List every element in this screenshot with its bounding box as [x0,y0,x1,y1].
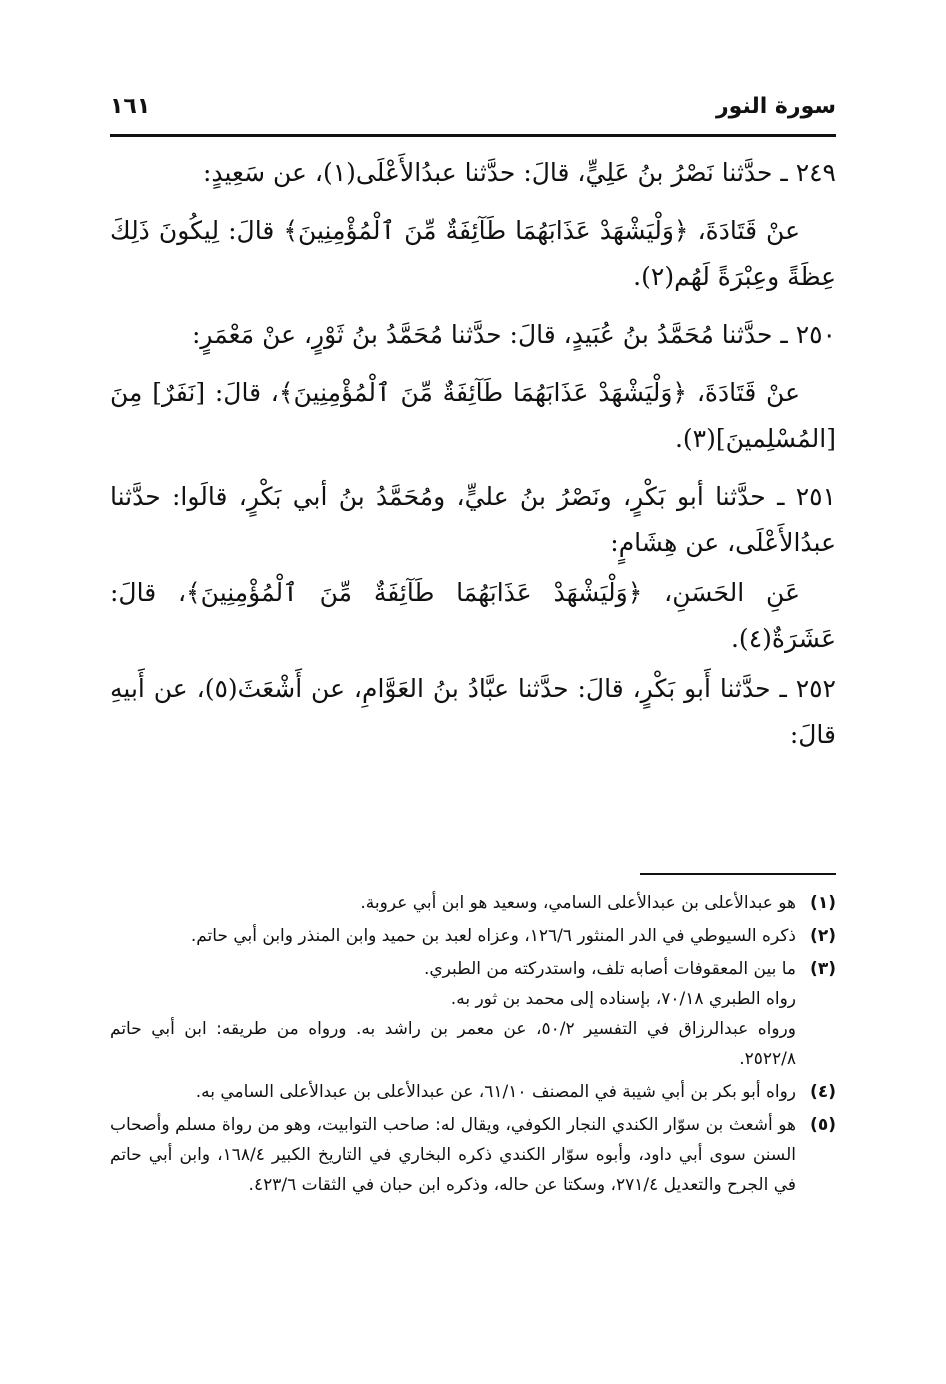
footnote-marker: (٥) [810,1115,836,1135]
hadith-249-isnad: ٢٤٩ ـ حدَّثنا نَصْرُ بنُ عَلِيٍّ، قالَ: حدَّثنا عبدُالأَعْلَى(١)، عن سَعِيدٍ: [202,158,836,187]
surah-title: سورة النور [716,93,836,119]
footnote-text: ورواه عبدالرزاق في التفسير ٥٠/٢، عن معمر بن راشد به. ورواه من طريقه: ابن أبي حاتم ٢٥٢٢/٨. [110,1019,796,1069]
footnote-4 [110,1077,836,1107]
footnotes [110,888,836,1203]
footnote-text: رواه أبو بكر بن أبي شيبة في المصنف ٦١/١٠، عن عبدالأعلى بن عبدالأعلى السامي به. [195,1082,796,1102]
header-rule [110,134,836,137]
hadith-250-isnad: ٢٥٠ ـ حدَّثنا مُحَمَّدُ بنُ عُبَيدٍ، قالَ: حدَّثنا مُحَمَّدُ بنُ ثَوْرٍ، عنْ مَعْمَرٍ: [192,320,836,349]
page-number: ١٦١ [110,93,151,119]
footnote-marker: (١) [810,893,836,913]
footnote-5 [110,1110,836,1200]
footnote-rule [640,873,836,875]
footnote-text: هو عبدالأعلى بن عبدالأعلى السامي، وسعيد هو ابن أبي عروبة. [360,893,796,913]
running-head [110,88,836,124]
hadith-252-isnad: ٢٥٢ ـ حدَّثنا أَبو بَكْرٍ، قالَ: حدَّثنا عبَّادُ بنُ العَوَّامِ، عن أَشْعَثَ(٥)، عن أَبيهِ قالَ: [110,674,836,749]
footnote-marker: (٣) [810,959,836,979]
hadith-251-isnad: ٢٥١ ـ حدَّثنا أبو بَكْرٍ، ونَصْرُ بنُ عليٍّ، ومُحَمَّدُ بنُ أبي بَكْرٍ، قالَوا: حدَّثنا عبدُالأَعْلَى، عن هِشَامٍ: [110,482,836,557]
footnote-1 [110,888,836,918]
footnote-text: هو أشعث بن سوّار الكندي النجار الكوفي، ويقال له: صاحب التوابيت، وهو من رواة مسلم وأصحاب السنن سوى أبي داود، وأبوه سوّار الكندي ذكره البخاري في التاريخ الكبير ١٦٨/٤، وابن أبي حاتم في الجرح والتعديل ٢٧١/٤، وسكتا عن حاله، وذكره ابن حبان في الثقات ٤٢٣/٦. [110,1115,796,1195]
footnote-marker: (٢) [810,926,836,946]
hadith-251-matn: عَنِ الحَسَنِ، ﴿وَلْيَشْهَدْ عَذَابَهُمَا طَآئِفَةٌ مِّنَ ٱلْمُؤْمِنِينَ﴾، قالَ: عَشَرَةٌ(٤). [110,578,836,653]
footnote-3 [110,954,836,1074]
footnote-text: ذكره السيوطي في الدر المنثور ١٢٦/٦، وعزاه لعبد بن حميد وابن المنذر وابن أبي حاتم. [190,926,796,946]
hadith-249-matn: عنْ قَتَادَةَ، ﴿وَلْيَشْهَدْ عَذَابَهُمَا طَآئِفَةٌ مِّنَ ٱلْمُؤْمِنِينَ﴾ قالَ: لِيكُونَ ذَلِكَ عِظَةً وعِبْرَةً لَهُم(٢). [110,216,836,291]
footnote-text: ما بين المعقوفات أصابه تلف، واستدركته من الطبري. [423,959,796,979]
footnote-text: رواه الطبري ٧٠/١٨، بإسناده إلى محمد بن ثور به. [450,989,796,1009]
hadith-250-matn: عنْ قَتَادَةَ، ﴿وَلْيَشْهَدْ عَذَابَهُمَا طَآئِفَةٌ مِّنَ ٱلْمُؤْمِنِينَ﴾، قالَ: [نَفَرٌ] مِنَ [المُسْلِمينَ](٣). [110,378,836,453]
footnote-marker: (٤) [810,1082,836,1102]
main-text [110,150,836,758]
footnote-2 [110,921,836,951]
